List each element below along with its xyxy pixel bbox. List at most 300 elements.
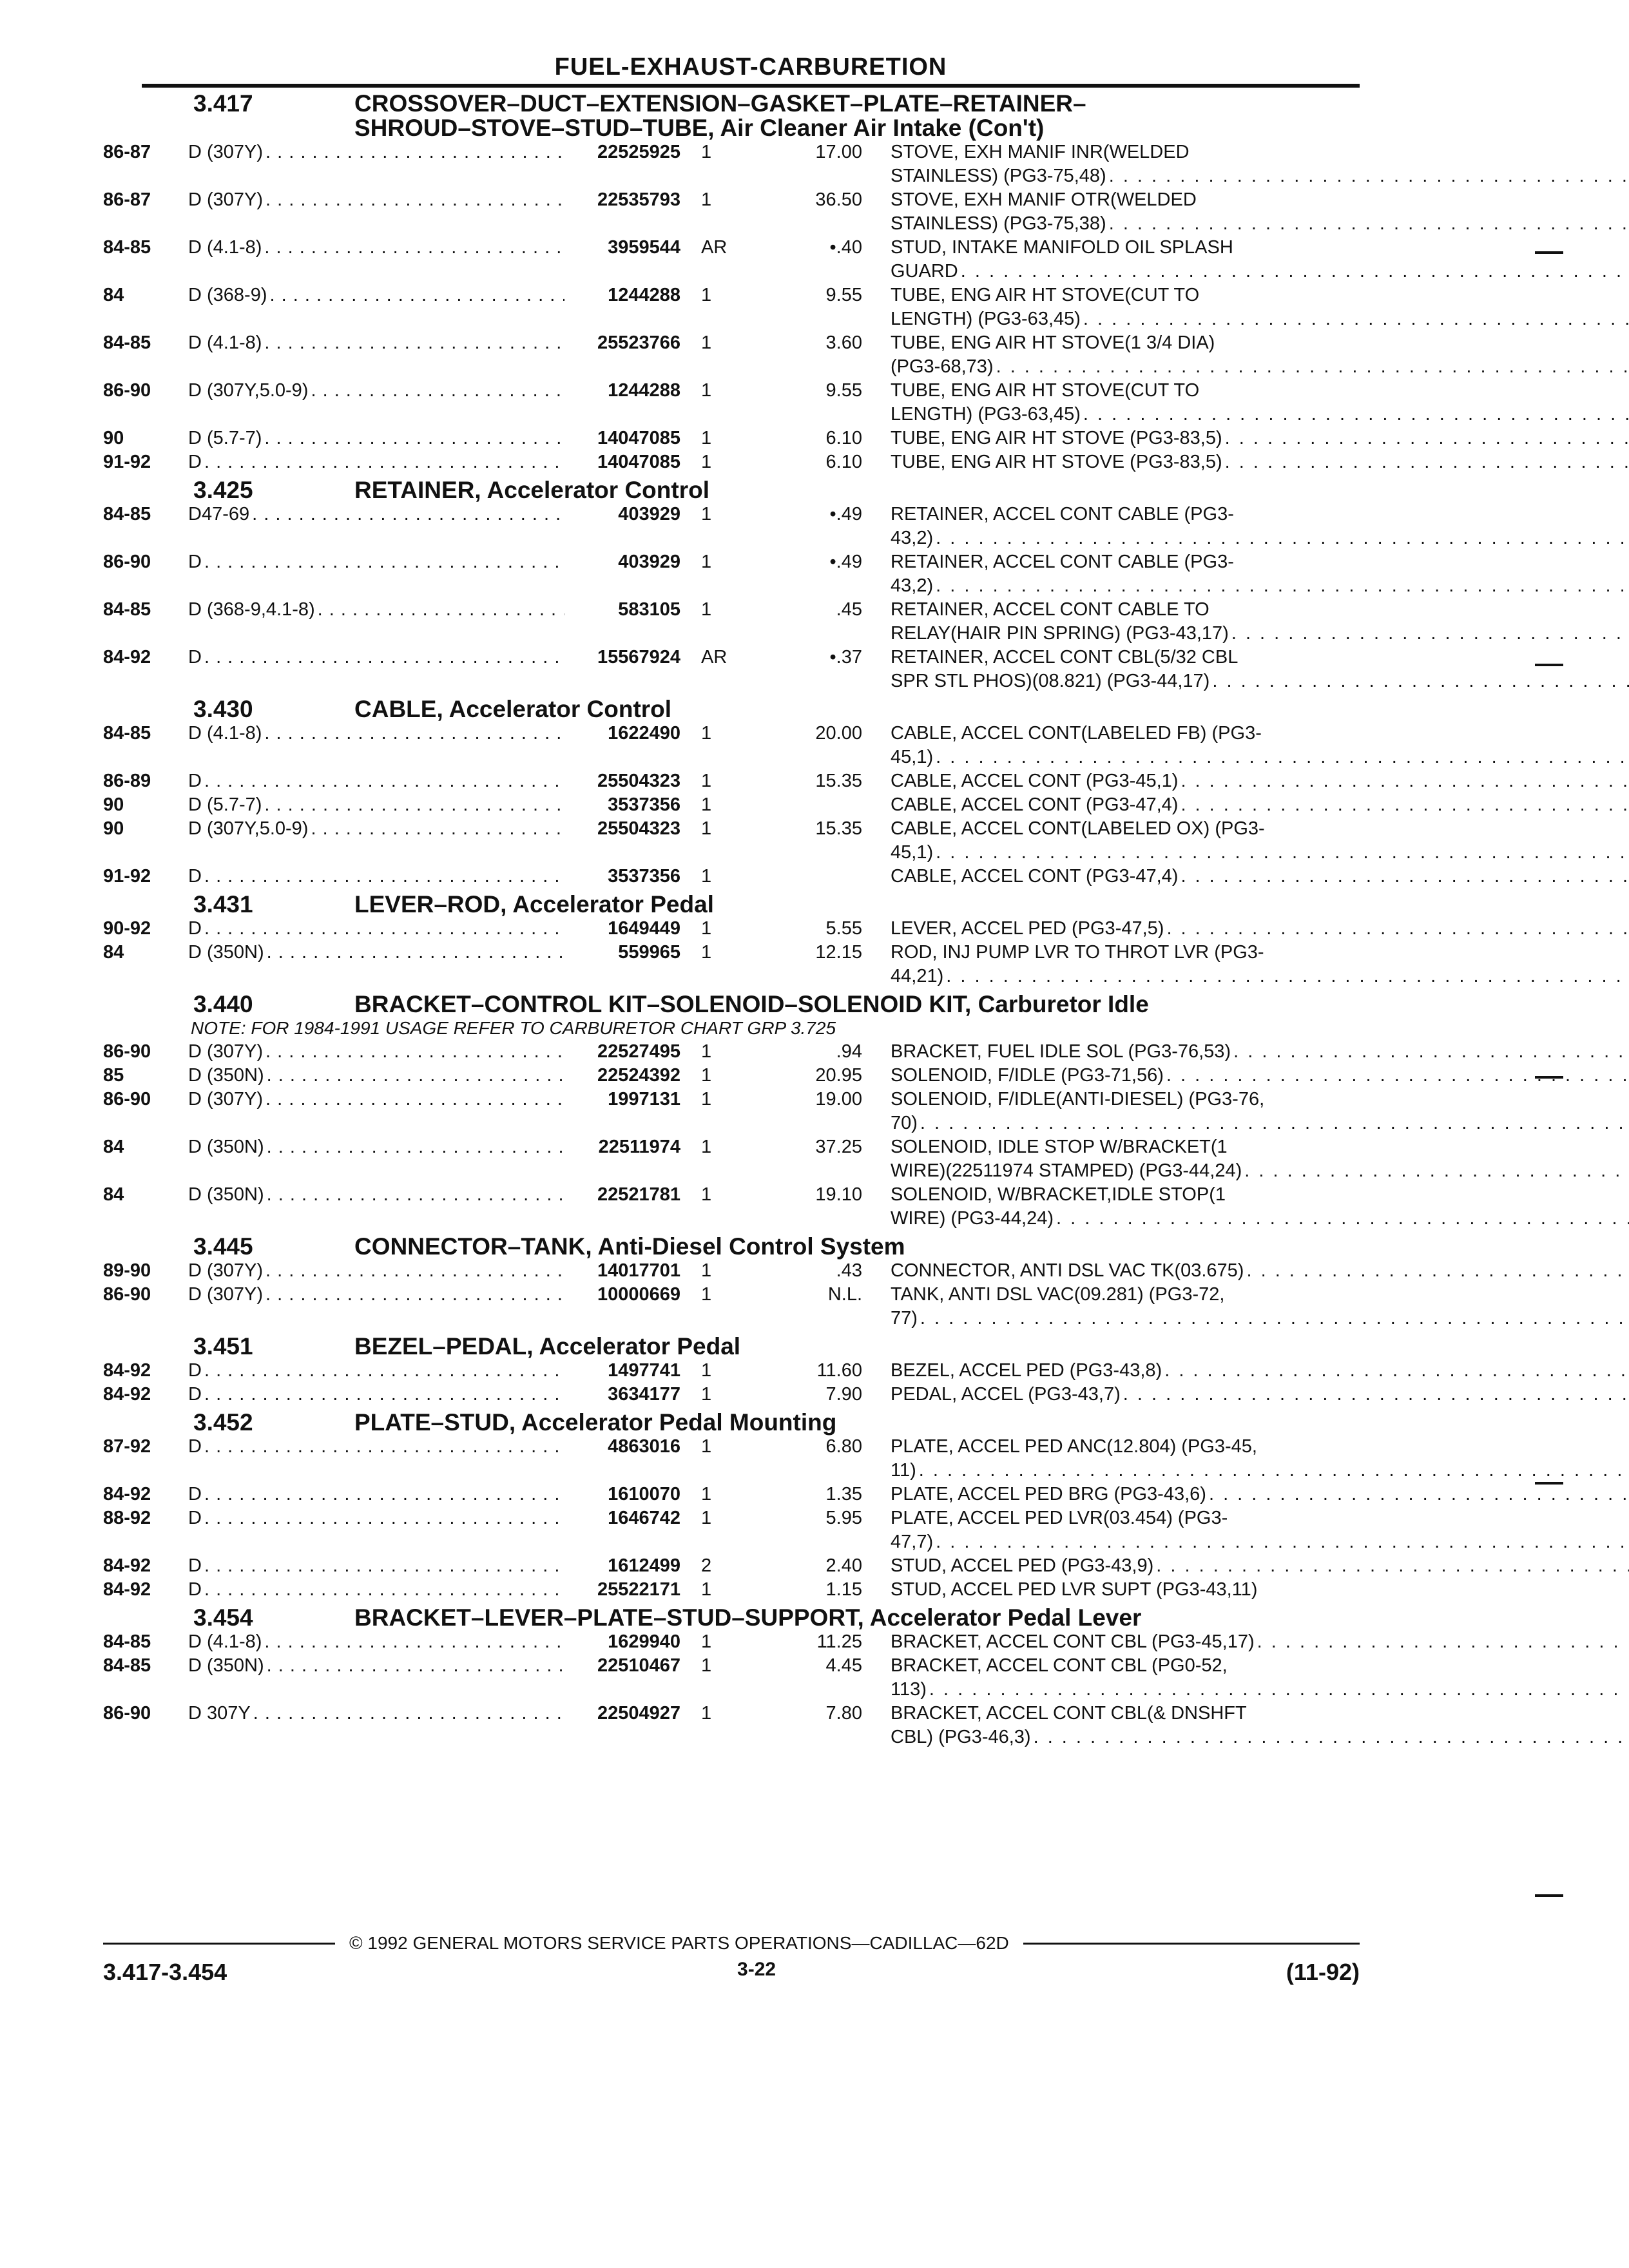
model-years: 89-90 bbox=[103, 1260, 151, 1281]
model-years: 84-85 bbox=[103, 1655, 151, 1676]
part-row bbox=[103, 503, 1360, 550]
description-line bbox=[891, 403, 1629, 427]
leader-dots bbox=[264, 1064, 564, 1088]
application-text: D bbox=[188, 1360, 202, 1381]
description-text: SPR STL PHOS)(08.821) (PG3-44,17) bbox=[891, 671, 1210, 691]
part-row bbox=[103, 1283, 1360, 1331]
model-years: 86-87 bbox=[103, 189, 151, 210]
quantity: 1 bbox=[701, 1260, 712, 1281]
price: 2.40 bbox=[825, 1555, 862, 1576]
model-years: 84 bbox=[103, 1137, 124, 1157]
part-number: 1612499 bbox=[608, 1555, 680, 1576]
application-text: D bbox=[188, 1436, 202, 1457]
leader-dots bbox=[262, 722, 564, 769]
leader-dots bbox=[202, 917, 564, 941]
application bbox=[188, 1435, 564, 1483]
application bbox=[188, 450, 564, 474]
model-years: 86-87 bbox=[103, 142, 151, 162]
price: 11.25 bbox=[816, 1631, 862, 1652]
part-description bbox=[862, 1259, 1629, 1283]
description-line bbox=[891, 1678, 1629, 1702]
application bbox=[188, 793, 564, 817]
part-description bbox=[862, 941, 1629, 988]
part-description bbox=[862, 1064, 1629, 1088]
part-row bbox=[103, 1064, 1360, 1088]
quantity: 1 bbox=[701, 332, 712, 353]
leader-dots bbox=[1106, 164, 1629, 188]
description-line bbox=[891, 1088, 1629, 1111]
description-line bbox=[891, 236, 1629, 260]
leader-dots bbox=[263, 188, 564, 236]
description-text: SOLENOID, F/IDLE (PG3-71,56) bbox=[891, 1065, 1164, 1086]
leader-dots bbox=[933, 745, 1629, 769]
model-years: 87-92 bbox=[103, 1436, 151, 1457]
leader-dots bbox=[1206, 1483, 1629, 1506]
application bbox=[188, 1506, 564, 1554]
description-text: WIRE)(22511974 STAMPED) (PG3-44,24) bbox=[891, 1160, 1242, 1181]
part-row bbox=[103, 1259, 1360, 1283]
description-text: BRACKET, ACCEL CONT CBL (PG0-52, bbox=[891, 1655, 1228, 1676]
part-number: 1997131 bbox=[608, 1089, 680, 1110]
description-text: RELAY(HAIR PIN SPRING) (PG3-43,17) bbox=[891, 623, 1229, 644]
application-text: D (350N) bbox=[188, 1184, 264, 1205]
part-description bbox=[862, 1383, 1629, 1407]
application-text: D (307Y) bbox=[188, 1260, 264, 1281]
leader-dots bbox=[1178, 769, 1629, 793]
description-line bbox=[891, 1383, 1629, 1407]
price: •.37 bbox=[829, 647, 862, 668]
description-text: TUBE, ENG AIR HT STOVE(CUT TO bbox=[891, 380, 1200, 401]
description-text: 70) bbox=[891, 1113, 918, 1133]
model-years: 86-90 bbox=[103, 1703, 151, 1724]
section-heading bbox=[354, 478, 1360, 503]
model-years: 85 bbox=[103, 1065, 124, 1086]
description-line bbox=[891, 793, 1629, 817]
description-text: TUBE, ENG AIR HT STOVE (PG3-83,5) bbox=[891, 452, 1222, 472]
description-line bbox=[891, 1702, 1629, 1725]
section-title bbox=[103, 1410, 1360, 1435]
application-text: D (307Y,5.0-9) bbox=[188, 380, 309, 401]
description-text: RETAINER, ACCEL CONT CABLE TO bbox=[891, 599, 1210, 620]
description-line bbox=[891, 1506, 1629, 1530]
quantity: 1 bbox=[701, 1436, 712, 1457]
description-text: 113) bbox=[891, 1679, 927, 1700]
price: 5.55 bbox=[825, 918, 862, 939]
description-line bbox=[891, 140, 1629, 164]
part-row bbox=[103, 1383, 1360, 1407]
quantity: 1 bbox=[701, 504, 712, 524]
price: 19.10 bbox=[815, 1184, 862, 1205]
part-description bbox=[862, 1654, 1629, 1702]
description-text: RETAINER, ACCEL CONT CABLE (PG3- bbox=[891, 552, 1234, 572]
leader-dots bbox=[1031, 1725, 1629, 1749]
part-description bbox=[862, 1483, 1629, 1506]
application-text: D bbox=[188, 1484, 202, 1504]
quantity: 1 bbox=[701, 1137, 712, 1157]
section-number: 3.451 bbox=[193, 1333, 253, 1360]
description-line bbox=[891, 965, 1629, 988]
price bbox=[772, 865, 862, 889]
leader-dots bbox=[264, 1135, 564, 1183]
application bbox=[188, 331, 564, 379]
price: 1.35 bbox=[825, 1484, 862, 1504]
quantity: 1 bbox=[701, 771, 712, 791]
leader-dots bbox=[1178, 793, 1629, 817]
quantity: 1 bbox=[701, 1631, 712, 1652]
part-number: 1244288 bbox=[608, 380, 680, 401]
application-text: D (5.7-7) bbox=[188, 428, 262, 448]
description-text: CABLE, ACCEL CONT (PG3-47,4) bbox=[891, 794, 1179, 815]
description-text: 77) bbox=[891, 1308, 918, 1329]
application-text: D bbox=[188, 1384, 202, 1405]
description-text: STUD, INTAKE MANIFOLD OIL SPLASH bbox=[891, 237, 1233, 258]
description-text: PLATE, ACCEL PED LVR(03.454) (PG3- bbox=[891, 1508, 1228, 1528]
part-number: 403929 bbox=[618, 552, 680, 572]
part-row bbox=[103, 1654, 1360, 1702]
leader-dots bbox=[1231, 1040, 1629, 1064]
quantity: 1 bbox=[701, 1089, 712, 1110]
model-years: 91-92 bbox=[103, 866, 151, 887]
catalog-section bbox=[103, 91, 1360, 474]
description-text: SOLENOID, F/IDLE(ANTI-DIESEL) (PG3-76, bbox=[891, 1089, 1265, 1110]
application bbox=[188, 1040, 564, 1064]
description-text: BRACKET, FUEL IDLE SOL (PG3-76,53) bbox=[891, 1041, 1231, 1062]
application bbox=[188, 1630, 564, 1654]
model-years: 88-92 bbox=[103, 1508, 151, 1528]
leader-dots bbox=[918, 1111, 1629, 1135]
description-line bbox=[891, 1654, 1629, 1678]
application-text: D (4.1-8) bbox=[188, 1631, 262, 1652]
footer-rule-right bbox=[1023, 1943, 1360, 1945]
application-text: D (350N) bbox=[188, 1655, 264, 1676]
quantity: 1 bbox=[701, 1484, 712, 1504]
part-description bbox=[862, 1135, 1629, 1183]
part-number: 1622490 bbox=[608, 723, 680, 744]
leader-dots bbox=[262, 793, 564, 817]
quantity: 2 bbox=[701, 1555, 712, 1576]
part-description bbox=[862, 598, 1629, 646]
application-text: D (350N) bbox=[188, 1065, 264, 1086]
application-text: D bbox=[188, 552, 202, 572]
description-text: STAINLESS) (PG3-75,48) bbox=[891, 166, 1106, 186]
price: •.49 bbox=[829, 552, 862, 572]
model-years: 84 bbox=[103, 285, 124, 305]
description-text: SOLENOID, W/BRACKET,IDLE STOP(1 bbox=[891, 1184, 1226, 1205]
price: 7.90 bbox=[825, 1384, 862, 1405]
part-number: 3537356 bbox=[608, 794, 680, 815]
section-number: 3.430 bbox=[193, 696, 253, 722]
leader-dots bbox=[202, 1435, 564, 1483]
description-line bbox=[891, 427, 1629, 450]
quantity: 1 bbox=[701, 552, 712, 572]
description-text: CONNECTOR, ANTI DSL VAC TK(03.675) bbox=[891, 1260, 1244, 1281]
part-description bbox=[862, 1702, 1629, 1749]
leader-dots bbox=[1106, 212, 1629, 236]
application bbox=[188, 1702, 564, 1749]
description-line bbox=[891, 450, 1629, 474]
leader-dots bbox=[202, 450, 564, 474]
part-description bbox=[862, 1435, 1629, 1483]
part-number: 22511974 bbox=[598, 1137, 680, 1157]
description-line bbox=[891, 1359, 1629, 1383]
part-description bbox=[862, 1040, 1629, 1064]
description-text: SOLENOID, IDLE STOP W/BRACKET(1 bbox=[891, 1137, 1228, 1157]
part-number: 4863016 bbox=[608, 1436, 680, 1457]
part-number: 583105 bbox=[618, 599, 680, 620]
description-text: LENGTH) (PG3-63,45) bbox=[891, 404, 1081, 425]
description-text: TANK, ANTI DSL VAC(09.281) (PG3-72, bbox=[891, 1284, 1225, 1305]
description-text: STOVE, EXH MANIF INR(WELDED bbox=[891, 142, 1190, 162]
price: 1.15 bbox=[825, 1579, 862, 1600]
leader-dots bbox=[933, 841, 1629, 865]
leader-dots bbox=[263, 1040, 564, 1064]
leader-dots bbox=[1121, 1383, 1629, 1407]
quantity: 1 bbox=[701, 1360, 712, 1381]
model-years: 84-85 bbox=[103, 504, 151, 524]
part-description bbox=[862, 865, 1629, 889]
description-line bbox=[891, 745, 1629, 769]
part-number: 3537356 bbox=[608, 866, 680, 887]
application bbox=[188, 550, 564, 598]
model-years: 90-92 bbox=[103, 918, 151, 939]
description-line bbox=[891, 1283, 1629, 1307]
application-text: D bbox=[188, 866, 202, 887]
leader-dots bbox=[1242, 1159, 1629, 1183]
leader-dots bbox=[249, 503, 564, 550]
footer-copyright: © 1992 GENERAL MOTORS SERVICE PARTS OPERATIONS—CADILLAC—62D bbox=[349, 1933, 1009, 1953]
part-row bbox=[103, 793, 1360, 817]
part-description bbox=[862, 427, 1629, 450]
section-title bbox=[103, 992, 1360, 1017]
model-years: 84 bbox=[103, 1184, 124, 1205]
leader-dots bbox=[262, 427, 564, 450]
description-line bbox=[891, 1483, 1629, 1506]
footer-group-range: 3.417-3.454 bbox=[103, 1959, 227, 1985]
leader-dots bbox=[918, 1307, 1629, 1331]
leader-dots bbox=[1164, 917, 1629, 941]
price: 17.00 bbox=[815, 142, 862, 162]
application bbox=[188, 722, 564, 769]
catalog-section bbox=[103, 1606, 1360, 1749]
section-heading-line: CROSSOVER–DUCT–EXTENSION–GASKET–PLATE–RETAINER– bbox=[354, 90, 1086, 117]
application-text: D (4.1-8) bbox=[188, 332, 262, 353]
model-years: 84-85 bbox=[103, 723, 151, 744]
footer-date: (11-92) bbox=[1286, 1959, 1360, 1985]
price: 9.55 bbox=[825, 285, 862, 305]
catalog-page bbox=[103, 52, 1360, 1749]
part-description bbox=[862, 503, 1629, 550]
margin-mark bbox=[1535, 664, 1563, 666]
leader-dots bbox=[202, 1578, 564, 1602]
quantity: AR bbox=[701, 647, 728, 668]
part-description bbox=[862, 188, 1629, 236]
description-text: STUD, ACCEL PED (PG3-43,9) bbox=[891, 1555, 1154, 1576]
part-row bbox=[103, 865, 1360, 889]
leader-dots bbox=[933, 526, 1629, 550]
leader-dots bbox=[202, 865, 564, 889]
leader-dots bbox=[1222, 450, 1629, 474]
leader-dots bbox=[933, 1530, 1629, 1554]
application bbox=[188, 817, 564, 865]
section-heading bbox=[354, 992, 1360, 1017]
part-description bbox=[862, 1283, 1629, 1331]
sections-container bbox=[103, 91, 1360, 1749]
description-line bbox=[891, 1530, 1629, 1554]
part-number: 14047085 bbox=[597, 428, 680, 448]
section-number: 3.431 bbox=[193, 891, 253, 918]
leader-dots bbox=[1222, 427, 1629, 450]
part-number: 14017701 bbox=[597, 1260, 680, 1281]
model-years: 86-90 bbox=[103, 1089, 151, 1110]
leader-dots bbox=[1081, 307, 1629, 331]
quantity: 1 bbox=[701, 794, 712, 815]
description-text: LENGTH) (PG3-63,45) bbox=[891, 309, 1081, 329]
application bbox=[188, 941, 564, 988]
model-years: 84-92 bbox=[103, 1579, 151, 1600]
application-text: D (307Y) bbox=[188, 1089, 264, 1110]
section-title bbox=[103, 1235, 1360, 1259]
price: 6.10 bbox=[825, 452, 862, 472]
description-text: CABLE, ACCEL CONT (PG3-45,1) bbox=[891, 771, 1179, 791]
model-years: 86-89 bbox=[103, 771, 151, 791]
description-text: PLATE, ACCEL PED BRG (PG3-43,6) bbox=[891, 1484, 1206, 1504]
application-text: D (4.1-8) bbox=[188, 723, 262, 744]
part-description bbox=[862, 917, 1629, 941]
description-line bbox=[891, 164, 1629, 188]
footer-page-number: 3-22 bbox=[737, 1959, 776, 1980]
page-footer bbox=[103, 1933, 1360, 1986]
section-heading bbox=[354, 1235, 1360, 1259]
part-number: 25504323 bbox=[597, 818, 680, 839]
part-row bbox=[103, 598, 1360, 646]
part-number: 22510467 bbox=[597, 1655, 680, 1676]
quantity: 1 bbox=[701, 1508, 712, 1528]
section-number: 3.445 bbox=[193, 1233, 253, 1260]
leader-dots bbox=[1244, 1259, 1629, 1283]
section-heading-line: BRACKET–CONTROL KIT–SOLENOID–SOLENOID KIT, Carburetor Idle bbox=[354, 991, 1149, 1017]
model-years: 84-92 bbox=[103, 1360, 151, 1381]
part-number: 1244288 bbox=[608, 285, 680, 305]
application bbox=[188, 1283, 564, 1331]
description-text: STUD, ACCEL PED LVR SUPT (PG3-43,11) bbox=[891, 1579, 1258, 1600]
part-description bbox=[862, 793, 1629, 817]
description-text: 43,2) bbox=[891, 528, 934, 548]
part-description bbox=[862, 722, 1629, 769]
model-years: 84-85 bbox=[103, 599, 151, 620]
quantity: 1 bbox=[701, 1579, 712, 1600]
part-description bbox=[862, 1578, 1360, 1602]
section-heading-line: SHROUD–STOVE–STUD–TUBE, Air Cleaner Air Intake (Con't) bbox=[354, 115, 1045, 141]
part-number: 1629940 bbox=[608, 1631, 680, 1652]
quantity: AR bbox=[701, 237, 728, 258]
description-line bbox=[891, 1578, 1360, 1602]
description-text: 44,21) bbox=[891, 966, 944, 986]
model-years: 84-92 bbox=[103, 1484, 151, 1504]
description-text: TUBE, ENG AIR HT STOVE(CUT TO bbox=[891, 285, 1200, 305]
section-heading bbox=[354, 1606, 1360, 1630]
part-description bbox=[862, 331, 1629, 379]
application bbox=[188, 140, 564, 188]
part-number: 14047085 bbox=[597, 452, 680, 472]
section-heading-line: CABLE, Accelerator Control bbox=[354, 696, 672, 722]
description-text: RETAINER, ACCEL CONT CBL(5/32 CBL bbox=[891, 647, 1239, 668]
application bbox=[188, 379, 564, 427]
part-row bbox=[103, 917, 1360, 941]
application bbox=[188, 1259, 564, 1283]
leader-dots bbox=[943, 965, 1629, 988]
description-line bbox=[891, 622, 1629, 646]
description-text: 45,1) bbox=[891, 747, 934, 767]
section-heading bbox=[354, 1410, 1360, 1435]
leader-dots bbox=[958, 260, 1629, 284]
application bbox=[188, 1088, 564, 1135]
section-heading-line: PLATE–STUD, Accelerator Pedal Mounting bbox=[354, 1409, 837, 1436]
model-years: 84-92 bbox=[103, 1555, 151, 1576]
catalog-section bbox=[103, 478, 1360, 693]
description-line bbox=[891, 1135, 1629, 1159]
description-text: PEDAL, ACCEL (PG3-43,7) bbox=[891, 1384, 1121, 1405]
footer-rule-left bbox=[103, 1943, 335, 1945]
description-line bbox=[891, 669, 1629, 693]
running-head: FUEL-EXHAUST-CARBURETION bbox=[554, 53, 947, 81]
description-line bbox=[891, 722, 1629, 745]
quantity: 1 bbox=[701, 1703, 712, 1724]
model-years: 90 bbox=[103, 818, 124, 839]
description-text: RETAINER, ACCEL CONT CABLE (PG3- bbox=[891, 504, 1234, 524]
part-row bbox=[103, 427, 1360, 450]
catalog-section bbox=[103, 992, 1360, 1231]
application bbox=[188, 1183, 564, 1231]
leader-dots bbox=[262, 1630, 564, 1654]
leader-dots bbox=[1162, 1359, 1629, 1383]
description-line bbox=[891, 1040, 1629, 1064]
part-row bbox=[103, 1435, 1360, 1483]
leader-dots bbox=[1178, 865, 1629, 889]
model-years: 91-92 bbox=[103, 452, 151, 472]
section-title bbox=[103, 892, 1360, 917]
price: N.L. bbox=[827, 1284, 862, 1305]
part-number: 22525925 bbox=[597, 142, 680, 162]
application-text: D bbox=[188, 647, 202, 668]
section-heading-line: BEZEL–PEDAL, Accelerator Pedal bbox=[354, 1333, 741, 1360]
part-description bbox=[862, 1088, 1629, 1135]
description-line bbox=[891, 1554, 1629, 1578]
application bbox=[188, 188, 564, 236]
part-description bbox=[862, 236, 1629, 284]
quantity: 1 bbox=[701, 1184, 712, 1205]
leader-dots bbox=[202, 1483, 564, 1506]
leader-dots bbox=[1255, 1630, 1629, 1654]
model-years: 84-85 bbox=[103, 237, 151, 258]
price: 11.60 bbox=[816, 1360, 862, 1381]
description-line bbox=[891, 526, 1629, 550]
description-line bbox=[891, 646, 1629, 669]
leader-dots bbox=[308, 817, 564, 865]
price: 6.80 bbox=[825, 1436, 862, 1457]
part-number: 25523766 bbox=[597, 332, 680, 353]
application-text: D bbox=[188, 1508, 202, 1528]
price: •.49 bbox=[829, 504, 862, 524]
model-years: 90 bbox=[103, 428, 124, 448]
part-number: 1497741 bbox=[608, 1360, 680, 1381]
leader-dots bbox=[264, 941, 564, 988]
catalog-section bbox=[103, 1410, 1360, 1602]
section-number: 3.452 bbox=[193, 1409, 253, 1436]
part-number: 559965 bbox=[618, 942, 680, 963]
part-row bbox=[103, 450, 1360, 474]
application bbox=[188, 598, 564, 646]
part-row bbox=[103, 140, 1360, 188]
